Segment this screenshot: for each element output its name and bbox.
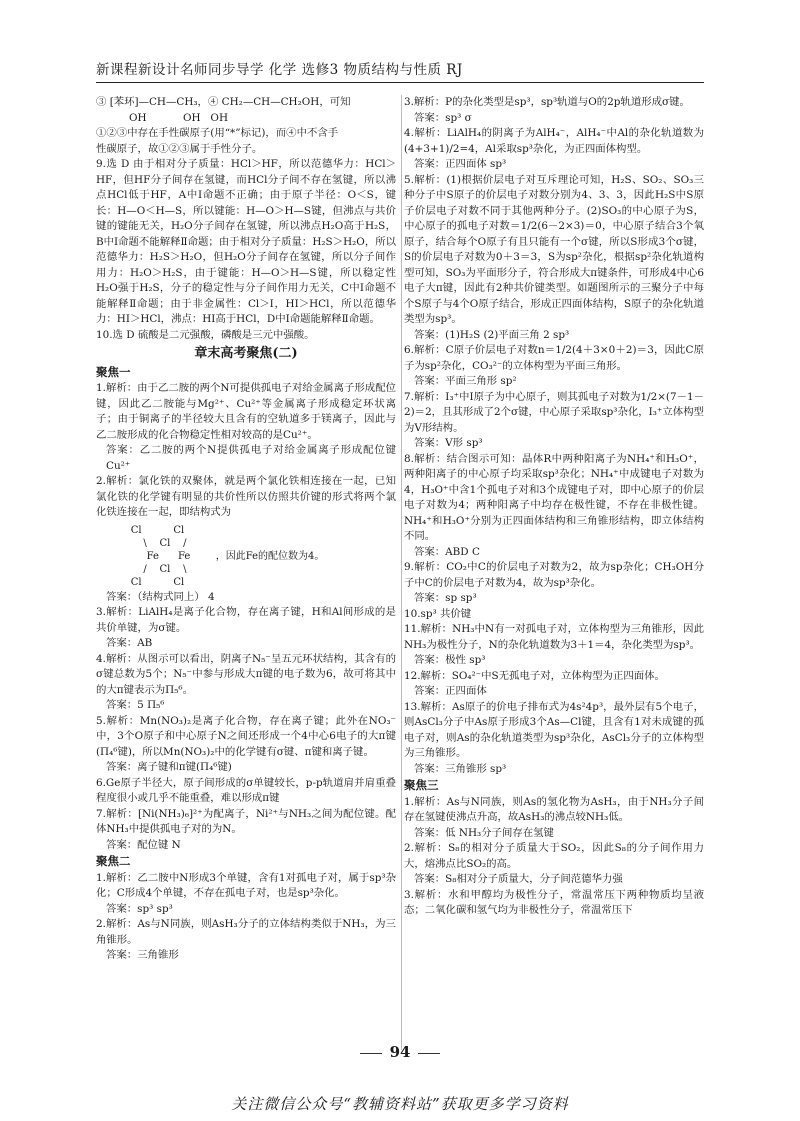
answer-key: 答案：sp sp³ [414,592,477,604]
diagram-line: Cl Cl [118,524,185,536]
answer-line: ③ [苯环]—CH—CH₃，④ CH₂—CH—CH₂OH，可知 [96,96,351,108]
answer-item: 5.解析：Mn(NO₃)₂是离子化合物，存在离子键；此外在NO₃⁻中，3个O原子和中心原子N之间还形成一个4中心6电子的大π键(Π₄⁶键)，所以Mn(NO₃)₂中的化学键有σ键、π键和离子键。 [96,714,396,758]
answer-line: ①②③中存在手性碳原子(用“*”标记)，而④中不含手 [96,127,339,139]
answer-item: 1.解析：由于乙二胺的两个N可提供孤电子对给金属离子形成配位键，因此乙二胺能与Mg²⁺、Cu²⁺等金属离子形成稳定环状离子；由于铜离子的半径较大且含有的空轨道多于镁离子，因此与乙二胺形成的化合物稳定性相对较高的是Cu²⁺。 [96,382,396,441]
section-heading: 聚焦二 [96,854,131,868]
chapter-title: 章末高考聚焦(二) [194,346,298,361]
answer-item: 9.解析：CO₂中C的价层电子对数为2，故为sp杂化；CH₃OH分子中C的价层电子对数为4，故为sp³杂化。 [404,561,704,589]
dash-left [360,1053,382,1054]
right-column [404,95,704,919]
answer-item: 7.解析：[Ni(NH₃)₆]²⁺为配离子，Ni²⁺与NH₃之间为配位键。配体NH₃中提供孤电子对的为N。 [96,807,396,835]
answer-key: 答案：sp³ σ [414,111,472,124]
section-heading: 聚焦一 [96,364,131,379]
answer-key: 答案：（结构式同上） 4 [106,590,215,603]
answer-item: 13.解析：As原子的价电子排布式为4s²4p³，最外层有5个电子，则AsCl₃分子中As原子形成3个As—Cl键，且含有1对未成键的孤电子对，则As的杂化轨道类型为sp³杂化，AsCl₃分子的立体构型为三角锥形。 [404,700,704,759]
answer-key: 答案：三角锥形 sp³ [414,762,507,775]
answer-item: 2.解析：氯化铁的双聚体，就是两个氯化铁相连接在一起，已知氯化铁的化学键有明显的共价性所以仿照共价键的形式将两个氯化铁连接在一起，即结构式为 [96,475,396,518]
diagram-line: \ Cl / [118,537,187,549]
answer-item: 10.选 D 硫酸是二元强酸，磷酸是三元中强酸。 [96,328,315,341]
answer-item: 3.解析：P的杂化类型是sp³，sp³轨道与O的2p轨道形成σ键。 [404,96,690,108]
answer-key: 答案：sp³ sp³ [106,902,173,915]
diagram-line: Fe Fe ，因此Fe的配位数为4。 [118,550,325,562]
answer-item: 11.解析：NH₃中N有一对孤电子对，立体构型为三角锥形，因此NH₃为极性分子，N的杂化轨道数为3＋1＝4，杂化类型为sp³。 [404,623,704,651]
answer-item: 6.Ge原子半径大，原子间形成的σ单键较长，p-p轨道肩并肩重叠程度很小或几乎不能重叠，难以形成π键 [96,776,396,804]
answer-item: 1.解析：乙二胺中N形成3个单键，含有1对孤电子对，属于sp³杂化；C形成4个单键，不存在孤电子对，也是sp³杂化。 [96,871,396,899]
running-header [96,58,704,83]
answer-key: 答案：ABD C [414,545,480,558]
answer-item: 4.解析：LiAlH₄的阴离子为AlH₄⁻，AlH₄⁻中Al的杂化轨道数为(4+3+1)/2=4，Al采取sp³杂化，为正四面体构型。 [404,127,704,155]
answer-item: 1.解析：As与N同族，则As的氢化物为AsH₃，由于NH₃分子间存在氢键使沸点升高，故AsH₃的沸点较NH₃低。 [404,795,704,823]
answer-key: 答案：低 NH₃分子间存在氢键 [414,826,554,839]
column-divider [401,95,402,1050]
fe2cl6-structure-diagram [118,523,396,588]
answer-key: 答案：平面三角形 sp² [414,375,517,387]
answer-key: 答案：三角锥形 [106,949,179,961]
answer-key: 答案：配位键 N [106,838,181,851]
answer-key: 答案：S₈相对分子质量大，分子间范德华力强 [414,873,623,885]
answer-item: 9.选 D 由于相对分子质量：HCl＞HF，所以范德华力：HCl＞HF，但HF分子间存在氢键，而HCl分子间不存在氢键，所以沸点HCl低于HF，A中Ⅰ命题不正确；由于原子半径：O＜S，键长：H—O＜H—S，所以键能：H—O＞H—S键，但沸点与共价键的键能无关，H₂O分子间存在氢键，所以沸点H₂O高于H₂S，B中Ⅰ命题不能解释Ⅱ命题；由于相对分子质量：H₂S＞H₂O，所以范德华力：H₂S＞H₂O，但H₂O分子间存在氢键，所以分子间作用力：H₂O＞H₂S，由于键能：H—O＞H—S键，所以稳定性H₂O强于H₂S，分子的稳定性与分子间作用力无关，C中Ⅰ命题不能解释Ⅱ命题；由于非金属性：Cl＞I，HI＞HCl，所以范德华力：HI＞HCl，沸点：HI高于HCl，D中Ⅰ命题能解释Ⅱ命题。 [96,158,396,325]
answer-item: 7.解析：I₃⁺中I原子为中心原子，则其孤电子对数为1/2×(7－1－2)＝2，且其形成了2个σ键，中心原子采取sp³杂化，I₃⁺立体构型为V形结构。 [404,390,704,434]
answer-key: 答案：AB [106,637,153,649]
header-title: 新课程新设计名师同步导学 化学 选修3 物质结构与性质 RJ [96,62,463,78]
answer-key: 答案：正四面体 [414,685,487,697]
answer-key: 答案：离子键和π键(Π₄⁶键) [106,761,232,773]
answer-key: 答案：极性 sp³ [414,654,486,666]
answer-item: 6.解析：C原子价层电子对数n＝1/2(4＋3×0＋2)＝3，因此C原子为sp²杂化，CO₃²⁻的立体构型为平面三角形。 [404,344,704,372]
answer-item: 2.解析：As与N同族，则AsH₃分子的立体结构类似于NH₃，为三角锥形。 [96,918,396,946]
answer-item: 3.解析：水和甲醇均为极性分子，常温常压下两种物质均呈液态；二氧化碳和氢气均为非极性分子，常温常压下 [404,888,704,916]
answer-item: 2.解析：S₈的相对分子质量大于SO₂，因此S₈的分子间作用力大，熔沸点比SO₂的高。 [404,842,704,870]
left-column [96,95,396,964]
answer-item: 8.解析：结合图示可知：晶体R中两种阳离子为NH₄⁺和H₃O⁺，两种阳离子的中心原子均采取sp³杂化；NH₄⁺中成键电子对数为4，H₃O⁺中含1个孤电子对和3个成键电子对，即中心原子的价层电子对数为4；两种阳离子中均存在极性键，不存在非极性键。NH₄⁺和H₃O⁺分别为正四面体结构和三角锥形结构，即立体结构不同。 [404,452,704,542]
answer-item: 12.解析：SO₄²⁻中S无孤电子对，立体构型为正四面体。 [404,669,665,682]
dash-right [418,1053,440,1054]
page-number: 94 [389,1043,411,1061]
diagram-line: / Cl \ [118,563,187,575]
answer-key: 答案：正四面体 sp³ [414,158,507,170]
answer-key: 答案：(1)H₂S (2)平面三角 2 sp³ [414,328,570,341]
footer-note: 关注微信公众号“教辅资料站”获取更多学习资料 [231,1095,569,1113]
answer-key: 答案：V形 sp³ [414,437,483,449]
answer-key: 答案：乙二胺的两个N提供孤电子对给金属离子形成配位键 Cu²⁺ [106,444,396,472]
answer-item: 5.解析：(1)根据价层电子对互斥理论可知，H₂S、SO₂、SO₃三种分子中S原子的价层电子对数分别为4、3、3，因此H₂S中S原子价层电子对数不同于其他两种分子。(2)SO₃的中心原子为S，中心原子的孤电子对数＝1/2(6－2×3)＝0，中心原子结合3个氧原子，结合每个O原子有且只能有一个σ键，所以S形成3个σ键，S的价层电子对数为0＋3＝3，S为sp²杂化，根据sp²杂化轨道构型可知，SO₃为平面形分子，符合形成大π键条件，可形成4中心6电子大π键，因此有2种共价键类型。如题图所示的三聚分子中每个S原子与4个O原子结合，形成正四面体结构，S原子的杂化轨道类型为sp³。 [404,173,704,325]
answer-key: 答案：5 Π₅⁶ [106,699,165,711]
answer-item: 10.sp³ 共价键 [404,607,472,620]
section-heading: 聚焦三 [404,778,439,792]
answer-item: 3.解析：LiAlH₄是离子化合物，存在离子键，H和Al间形成的是共价单键，为σ键。 [96,606,396,634]
diagram-line: Cl Cl [118,576,185,588]
answer-item: 4.解析：从图示可以看出，阴离子N₅⁻呈五元环状结构，其含有的σ键总数为5个；N₅⁻中参与形成大π键的电子数为6，故可将其中的大π键表示为Π₅⁶。 [96,652,396,696]
page-number-footer [0,1043,800,1061]
answer-line: OH OH OH [96,111,229,124]
answer-line: 性碳原子，故①②③属于手性分子。 [96,142,263,155]
